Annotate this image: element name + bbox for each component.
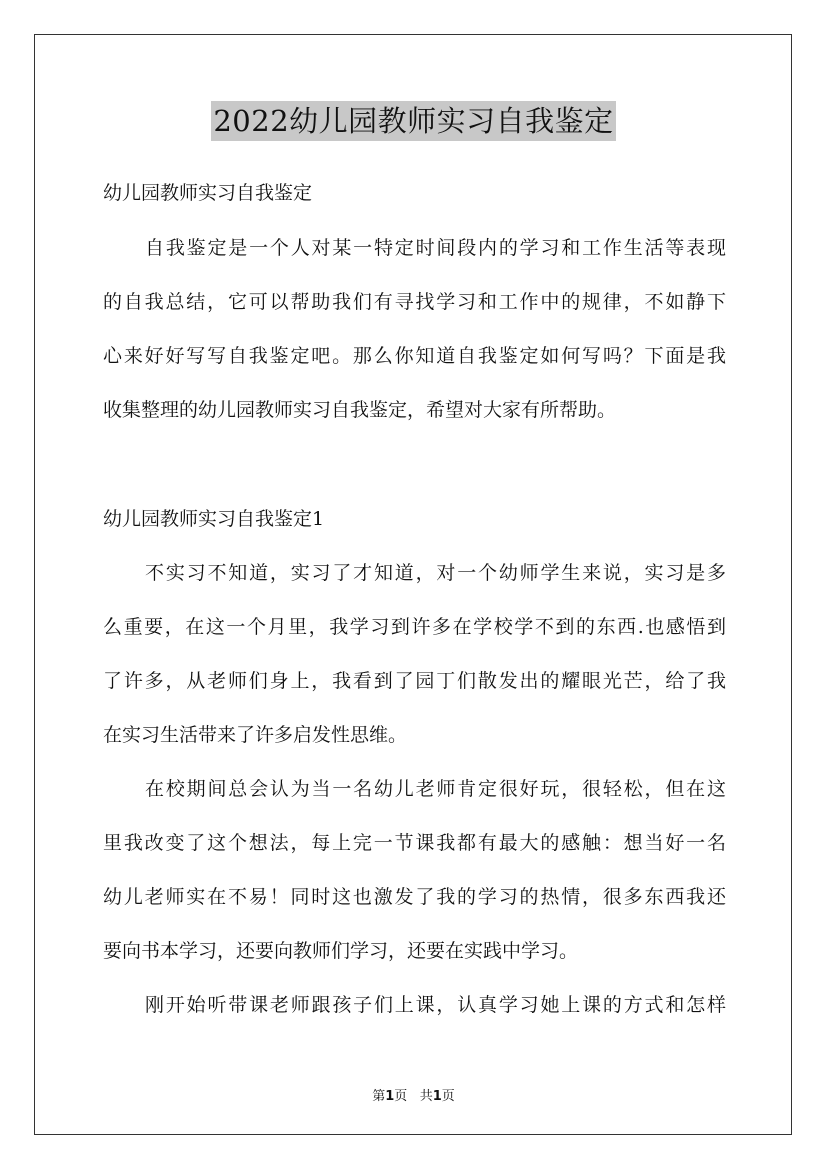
total-label-suffix: 页	[441, 1089, 455, 1104]
total-label-prefix: 共	[419, 1089, 433, 1104]
subheading: 幼儿园教师实习自我鉴定	[103, 182, 313, 204]
document-title: 2022幼儿园教师实习自我鉴定	[211, 101, 615, 141]
page-label-suffix: 页	[394, 1089, 408, 1104]
paragraph-line: 刚开始听带课老师跟孩子们上课，认真学习她上课的方式和怎样	[145, 994, 726, 1016]
paragraph-line: 在实习生活带来了许多启发性思维。	[103, 724, 408, 746]
title-block	[0, 101, 827, 141]
paragraph-line: 幼儿老师实在不易！同时这也激发了我的学习的热情，很多东西我还	[103, 886, 726, 908]
paragraph-line: 不实习不知道，实习了才知道，对一个幼师学生来说，实习是多	[145, 562, 726, 584]
paragraph-line: 要向书本学习，还要向教师们学习，还要在实践中学习。	[103, 940, 579, 962]
paragraph-line: 里我改变了这个想法，每上完一节课我都有最大的感触：想当好一名	[103, 832, 726, 854]
paragraph-line: 的自我总结，它可以帮助我们有寻找学习和工作中的规律，不如静下	[103, 291, 726, 313]
paragraph-line: 心来好好写写自我鉴定吧。那么你知道自我鉴定如何写吗？下面是我	[103, 345, 726, 367]
page-label-prefix: 第	[372, 1089, 386, 1104]
paragraph-line: 了许多，从老师们身上，我看到了园丁们散发出的耀眼光芒，给了我	[103, 670, 726, 692]
subheading: 幼儿园教师实习自我鉴定1	[103, 508, 325, 530]
page-footer	[0, 1085, 827, 1104]
total-pages: 1	[432, 1089, 442, 1104]
paragraph-line: 在校期间总会认为当一名幼儿老师肯定很好玩，很轻松，但在这	[145, 778, 726, 800]
paragraph-line: 收集整理的幼儿园教师实习自我鉴定，希望对大家有所帮助。	[103, 399, 617, 421]
page-number: 1	[385, 1089, 395, 1104]
paragraph-line: 么重要，在这一个月里，我学习到许多在学校学不到的东西.也感悟到	[103, 616, 726, 638]
paragraph-line: 自我鉴定是一个人对某一特定时间段内的学习和工作生活等表现	[145, 237, 726, 259]
